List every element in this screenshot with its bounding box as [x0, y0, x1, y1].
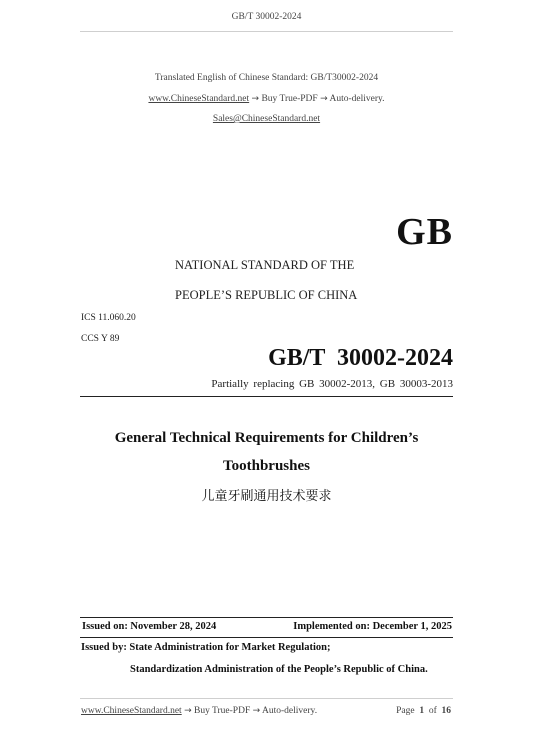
footer-links	[81, 706, 317, 716]
document-title-line1: General Technical Requirements for Children’s	[114, 430, 419, 446]
sales-email-line	[0, 114, 533, 124]
gb-mark: GB	[396, 211, 453, 253]
page-total: 16	[441, 706, 451, 716]
page-indicator	[396, 706, 451, 716]
arrow-right-icon: →	[184, 706, 192, 716]
arrow-right-icon: →	[320, 94, 328, 104]
footer-divider	[80, 698, 453, 699]
issue-bottom-divider	[80, 637, 453, 638]
footer-buy-text: Buy True-PDF	[194, 706, 251, 716]
document-title-chinese: 儿童牙刷通用技术要求	[201, 489, 332, 504]
of-label: of	[428, 706, 437, 716]
header-divider	[80, 31, 453, 32]
issued-by-line1: Issued by: State Administration for Market Regulation;	[81, 642, 331, 653]
footer-delivery-text: Auto-delivery.	[262, 706, 318, 716]
issue-top-divider	[80, 617, 453, 618]
translation-note-line: Translated English of Chinese Standard: GB/T30002-2024	[154, 73, 379, 83]
issued-on: Issued on: November 28, 2024	[82, 621, 217, 632]
implemented-on: Implemented on: December 1, 2025	[293, 621, 452, 632]
document-title-line2: Toothbrushes	[223, 458, 310, 474]
replacing-note: Partially replacing GB 30002-2013, GB 30003-2013	[211, 378, 453, 390]
national-standard-line2: PEOPLE’S REPUBLIC OF CHINA	[175, 288, 358, 302]
sales-email-link[interactable]: Sales@ChineseStandard.net	[212, 114, 321, 124]
standard-code: GB/T 30002-2024	[268, 345, 453, 371]
code-divider	[80, 396, 453, 397]
arrow-right-icon: →	[251, 94, 260, 104]
buy-true-pdf-text: Buy True-PDF	[261, 94, 318, 104]
running-header-code: GB/T 30002-2024	[231, 12, 302, 22]
chinesestandard-link[interactable]: www.ChineseStandard.net	[148, 94, 250, 104]
arrow-right-icon: →	[252, 706, 261, 716]
ccs-code: CCS Y 89	[81, 334, 120, 344]
ics-code: ICS 11.060.20	[81, 313, 136, 323]
page-number: 1	[419, 706, 425, 716]
issued-by-line2: Standardization Administration of the People’s Republic of China.	[130, 664, 428, 675]
national-standard-line1: NATIONAL STANDARD OF THE	[175, 258, 355, 272]
footer-site-link[interactable]: www.ChineseStandard.net	[81, 706, 182, 716]
translation-links-line	[0, 94, 533, 104]
auto-delivery-text: Auto-delivery.	[329, 94, 385, 104]
page-label: Page	[396, 706, 415, 716]
